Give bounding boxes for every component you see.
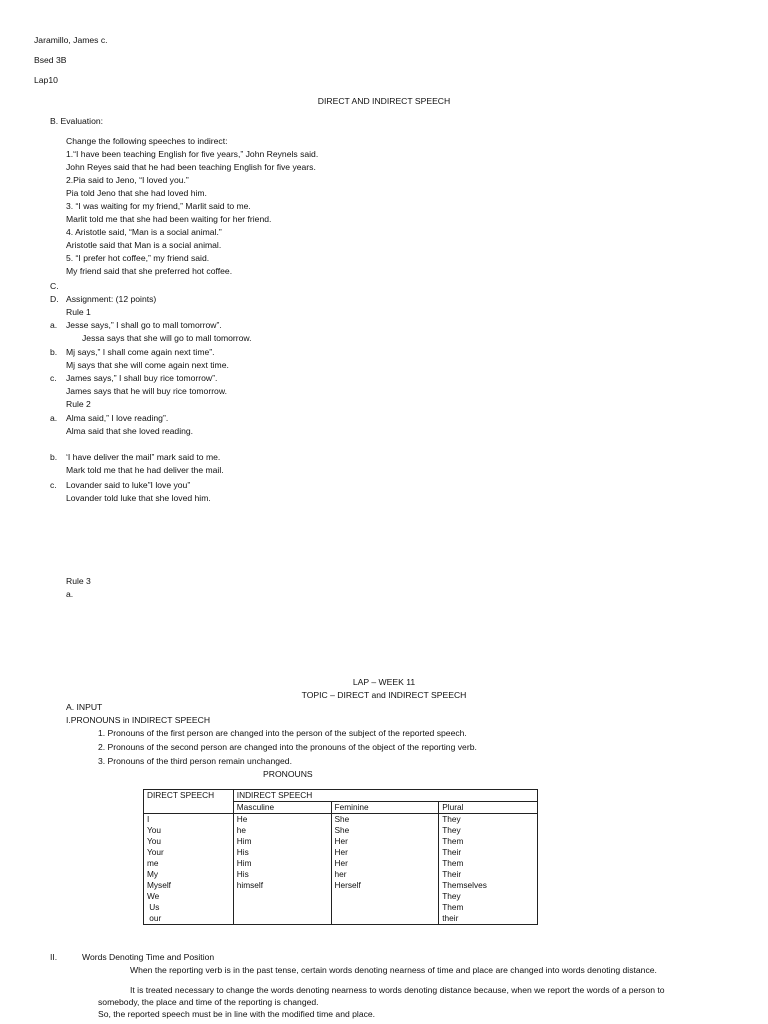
indirect-sentence: James says that he will buy rice tomorrow. (66, 386, 227, 396)
indirect-sentence: Mj says that she will come again next time. (66, 360, 229, 370)
section-ii-paragraph: When the reporting verb is in the past tense, certain words denoting nearness of time and place are changed into words denoting distance. (130, 965, 657, 975)
cell-masculine: His (233, 869, 331, 880)
cell-plural: Them (439, 836, 538, 847)
section-ii-paragraph: So, the reported speech must be in line with the modified time and place. (98, 1009, 376, 1019)
section-ii-paragraph: somebody, the place and time of the reporting is changed. (98, 997, 319, 1007)
evaluation-heading: B. Evaluation: (50, 116, 104, 126)
cell-plural: Them (439, 858, 538, 869)
cell-plural: Themselves (439, 880, 538, 891)
student-section: Bsed 3B (34, 55, 67, 65)
cell-direct: Your (144, 847, 234, 858)
evaluation-line: John Reyes said that he had been teaching English for five years. (66, 162, 316, 172)
item-label: c. (50, 373, 57, 383)
cell-direct: You (144, 825, 234, 836)
cell-feminine: Her (331, 836, 439, 847)
rule-heading: Rule 3 (66, 576, 91, 586)
header-direct-speech: DIRECT SPEECH (144, 790, 234, 814)
cell-masculine: he (233, 825, 331, 836)
item-label: a. (66, 589, 74, 599)
cell-plural: They (439, 825, 538, 836)
pronouns-heading: I.PRONOUNS in INDIRECT SPEECH (66, 715, 211, 725)
cell-feminine: She (331, 814, 439, 826)
cell-feminine: Her (331, 858, 439, 869)
direct-sentence: ‘I have deliver the mail” mark said to me. (66, 452, 221, 462)
table-row (144, 825, 538, 836)
cell-masculine: himself (233, 880, 331, 891)
item-label: c. (50, 480, 57, 490)
cell-direct: You (144, 836, 234, 847)
header-indirect-speech: INDIRECT SPEECH (233, 790, 537, 802)
evaluation-line: Change the following speeches to indirect: (66, 136, 228, 146)
lap-week-title: LAP – WEEK 11 (352, 677, 416, 687)
direct-sentence: Mj says,” I shall come again next time”. (66, 347, 215, 357)
evaluation-line: 3. “I was waiting for my friend,” Marlit said to me. (66, 201, 251, 211)
cell-masculine: His (233, 847, 331, 858)
indirect-sentence: Mark told me that he had deliver the mail. (66, 465, 224, 475)
table-row (144, 891, 538, 902)
pronoun-rule: 1. Pronouns of the first person are changed into the person of the subject of the reported speech. (98, 728, 467, 738)
evaluation-line: My friend said that she preferred hot coffee. (66, 266, 233, 276)
section-ii-heading: Words Denoting Time and Position (82, 952, 215, 962)
cell-masculine: He (233, 814, 331, 826)
cell-direct: Us (144, 902, 234, 913)
cell-direct: We (144, 891, 234, 902)
topic-title: TOPIC – DIRECT and INDIRECT SPEECH (301, 690, 467, 700)
cell-plural: They (439, 814, 538, 826)
cell-masculine (233, 891, 331, 902)
table-row (144, 869, 538, 880)
cell-direct: our (144, 913, 234, 925)
table-title: PRONOUNS (263, 769, 313, 779)
cell-feminine (331, 902, 439, 913)
cell-masculine (233, 913, 331, 925)
table-row (144, 858, 538, 869)
indirect-sentence: Alma said that she loved reading. (66, 426, 194, 436)
item-label: a. (50, 413, 58, 423)
cell-feminine (331, 913, 439, 925)
input-heading: A. INPUT (66, 702, 103, 712)
section-c-label: C. (50, 281, 59, 291)
cell-direct: My (144, 869, 234, 880)
student-name: Jaramillo, James c. (34, 35, 108, 45)
cell-masculine (233, 902, 331, 913)
document-title: DIRECT AND INDIRECT SPEECH (317, 96, 451, 106)
table-row (144, 847, 538, 858)
direct-sentence: Jesse says,” I shall go to mall tomorrow”. (66, 320, 222, 330)
cell-direct: Myself (144, 880, 234, 891)
direct-sentence: James says,” I shall buy rice tomorrow”. (66, 373, 218, 383)
table-row (144, 902, 538, 913)
direct-sentence: Lovander said to luke”I love you” (66, 480, 191, 490)
indirect-sentence: Jessa says that she will go to mall tomorrow. (82, 333, 252, 343)
cell-direct: I (144, 814, 234, 826)
table-row (144, 913, 538, 925)
cell-plural: They (439, 891, 538, 902)
cell-feminine: She (331, 825, 439, 836)
pronoun-rule: 3. Pronouns of the third person remain unchanged. (98, 756, 292, 766)
rule-heading: Rule 1 (66, 307, 91, 317)
assignment-label: D. (50, 294, 59, 304)
cell-plural: Them (439, 902, 538, 913)
evaluation-line: Marlit told me that she had been waiting for her friend. (66, 214, 272, 224)
cell-direct: me (144, 858, 234, 869)
cell-feminine: her (331, 869, 439, 880)
item-label: a. (50, 320, 58, 330)
cell-feminine: Her (331, 847, 439, 858)
header-feminine: Feminine (331, 802, 439, 814)
table-row (144, 880, 538, 891)
rule-heading: Rule 2 (66, 399, 91, 409)
cell-masculine: Him (233, 858, 331, 869)
header-plural: Plural (439, 802, 538, 814)
header-masculine: Masculine (233, 802, 331, 814)
direct-sentence: Alma said,” I love reading”. (66, 413, 169, 423)
section-ii-paragraph: It is treated necessary to change the words denoting nearness to words denoting distance because, when we report the words of a person to (130, 985, 665, 995)
evaluation-line: 4. Aristotle said, “Man is a social animal.” (66, 227, 222, 237)
cell-plural: their (439, 913, 538, 925)
cell-feminine: Herself (331, 880, 439, 891)
evaluation-line: 1.“I have been teaching English for five years,” John Reynels said. (66, 149, 319, 159)
evaluation-line: 5. “I prefer hot coffee,” my friend said. (66, 253, 210, 263)
cell-feminine (331, 891, 439, 902)
indirect-sentence: Lovander told luke that she loved him. (66, 493, 211, 503)
evaluation-line: Pia told Jeno that she had loved him. (66, 188, 207, 198)
evaluation-line: 2.Pia said to Jeno, “I loved you.” (66, 175, 189, 185)
item-label: b. (50, 347, 58, 357)
cell-masculine: Him (233, 836, 331, 847)
cell-plural: Their (439, 847, 538, 858)
table-row (144, 814, 538, 826)
evaluation-line: Aristotle said that Man is a social animal. (66, 240, 222, 250)
item-label: b. (50, 452, 58, 462)
cell-plural: Their (439, 869, 538, 880)
assignment-title: Assignment: (12 points) (66, 294, 157, 304)
lap-label: Lap10 (34, 75, 58, 85)
pronouns-table (143, 789, 538, 925)
table-row (144, 836, 538, 847)
section-ii-label: II. (50, 952, 58, 962)
pronoun-rule: 2. Pronouns of the second person are changed into the pronouns of the object of the reporting verb. (98, 742, 477, 752)
